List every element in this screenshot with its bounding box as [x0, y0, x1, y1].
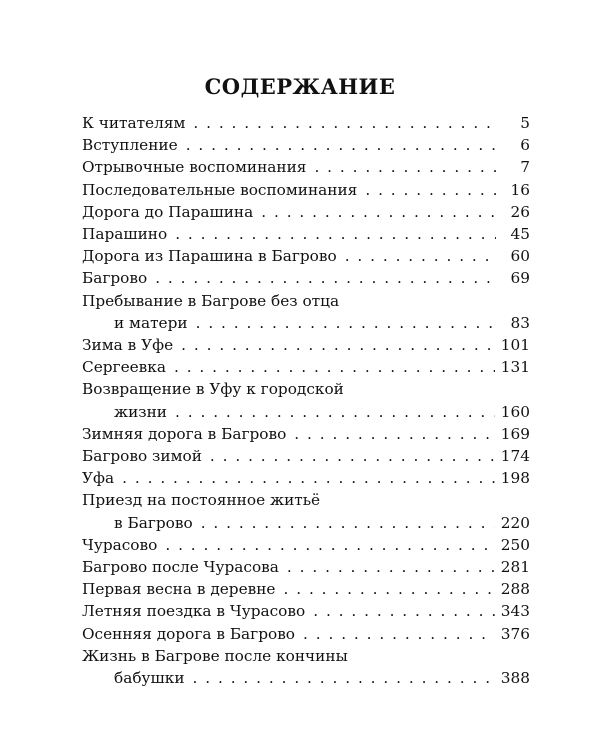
toc-entry-line [82, 223, 530, 245]
toc-entry-title: Приезд на постоянное житьё [82, 491, 321, 510]
toc-page-number: 5 [520, 114, 530, 132]
page-title: СОДЕРЖАНИЕ [204, 74, 396, 100]
toc-entry-line [82, 290, 530, 312]
toc-entry-line [82, 334, 530, 356]
toc-entry-title: бабушки [114, 669, 185, 688]
toc-entry-title: Зима в Уфе [82, 336, 174, 355]
toc-entry-line [82, 267, 530, 289]
toc-entry [82, 445, 530, 467]
toc-entry-line [82, 489, 530, 511]
table-of-contents [82, 112, 530, 689]
toc-page-number: 388 [500, 669, 530, 688]
toc-entry-title: Парашино [82, 225, 168, 244]
toc-entry-line [82, 201, 530, 223]
toc-entry-line [82, 245, 530, 267]
toc-entry [82, 112, 530, 134]
dot-leader [345, 245, 496, 267]
dot-leader [201, 512, 495, 534]
toc-entry [82, 156, 530, 178]
dot-leader [186, 134, 496, 156]
toc-entry [82, 134, 530, 156]
toc-entry-line [82, 179, 530, 201]
toc-page-number: 198 [500, 469, 530, 488]
dot-leader [193, 667, 495, 689]
toc-entry-continuation [82, 512, 530, 534]
dot-leader [313, 600, 495, 622]
toc-entry-title: Уфа [82, 469, 115, 488]
dot-leader [365, 179, 496, 201]
toc-page-number: 376 [500, 624, 530, 643]
toc-entry [82, 489, 530, 533]
toc-entry-title: Багрово зимой [82, 447, 202, 466]
dot-leader [193, 112, 496, 134]
toc-entry-line [82, 156, 530, 178]
toc-entry-line [82, 467, 530, 489]
dot-leader [165, 534, 494, 556]
dot-leader [196, 312, 496, 334]
dot-leader [303, 623, 495, 645]
toc-entry-title: Зимняя дорога в Багрово [82, 424, 287, 443]
toc-entry-title: Осенняя дорога в Багрово [82, 624, 296, 643]
toc-entry-line [82, 378, 530, 400]
toc-entry-line [82, 556, 530, 578]
toc-page-number: 60 [510, 247, 530, 266]
toc-entry-title: Пребывание в Багрове без отца [82, 291, 340, 310]
dot-leader [284, 578, 495, 600]
toc-entry [82, 467, 530, 489]
toc-entry-line [82, 134, 530, 156]
toc-entry [82, 534, 530, 556]
toc-entry [82, 356, 530, 378]
toc-page-number: 174 [500, 447, 530, 466]
dot-leader [122, 467, 495, 489]
toc-entry-title: К читателям [82, 114, 186, 132]
dot-leader [155, 267, 496, 289]
toc-entry [82, 423, 530, 445]
toc-page-number: 101 [500, 336, 530, 355]
toc-page-number: 160 [500, 402, 530, 421]
toc-entry [82, 600, 530, 622]
toc-page-number: 83 [510, 313, 530, 332]
toc-entry-title: Вступление [82, 136, 178, 155]
toc-entry-title: Отрывочные воспоминания [82, 158, 307, 177]
dot-leader [181, 334, 495, 356]
toc-entry-title: Первая весна в деревне [82, 580, 276, 599]
toc-entry-continuation [82, 312, 530, 334]
toc-entry-title: Дорога до Парашина [82, 202, 254, 221]
toc-page-number: 16 [510, 180, 530, 199]
dot-leader [174, 356, 495, 378]
toc-entry [82, 245, 530, 267]
dot-leader [287, 556, 495, 578]
toc-entry-line [82, 623, 530, 645]
toc-entry-line [82, 600, 530, 622]
toc-entry-title: Дорога из Парашина в Багрово [82, 247, 337, 266]
toc-page-number: 220 [500, 513, 530, 532]
toc-entry [82, 645, 530, 689]
toc-entry [82, 334, 530, 356]
toc-entry [82, 290, 530, 334]
toc-entry-title: Чурасово [82, 535, 158, 554]
dot-leader [261, 201, 496, 223]
toc-page-number: 69 [510, 269, 530, 288]
toc-entry [82, 201, 530, 223]
toc-entry-title: Багрово после Чурасова [82, 558, 279, 577]
toc-entry-title: Возвращение в Уфу к городской [82, 380, 344, 399]
toc-page-number: 131 [500, 358, 530, 377]
toc-page-number: 288 [500, 580, 530, 599]
toc-entry-line [82, 445, 530, 467]
toc-entry-line [82, 578, 530, 600]
toc-entry [82, 267, 530, 289]
dot-leader [314, 156, 496, 178]
toc-entry-title: Сергеевка [82, 358, 166, 377]
toc-entry [82, 223, 530, 245]
toc-page-number: 7 [520, 158, 530, 177]
toc-page-number: 6 [520, 136, 530, 155]
toc-entry-title: Багрово [82, 269, 148, 288]
toc-entry-line [82, 112, 530, 134]
toc-entry-title: Жизнь в Багрове после кончины [82, 646, 348, 665]
toc-entry [82, 556, 530, 578]
dot-leader [175, 223, 496, 245]
dot-leader [175, 401, 495, 423]
toc-entry-line [82, 534, 530, 556]
toc-entry [82, 378, 530, 422]
toc-entry-title: Последовательные воспоминания [82, 180, 358, 199]
dot-leader [294, 423, 495, 445]
toc-page-number: 250 [500, 535, 530, 554]
toc-page-number: 45 [510, 225, 530, 244]
toc-entry-title: в Багрово [114, 513, 193, 532]
toc-entry [82, 623, 530, 645]
dot-leader [210, 445, 495, 467]
toc-page-number: 343 [500, 602, 530, 621]
toc-entry-continuation [82, 667, 530, 689]
toc-entry-line [82, 356, 530, 378]
toc-page-number: 281 [500, 558, 530, 577]
toc-entry [82, 578, 530, 600]
toc-page-number: 26 [510, 202, 530, 221]
toc-entry-line [82, 423, 530, 445]
toc-entry-line [82, 645, 530, 667]
toc-entry-continuation [82, 401, 530, 423]
toc-entry-title: и матери [114, 313, 188, 332]
toc-entry-title: Летняя поездка в Чурасово [82, 602, 306, 621]
toc-page-number: 169 [500, 424, 530, 443]
toc-entry-title: жизни [114, 402, 168, 421]
toc-entry [82, 179, 530, 201]
